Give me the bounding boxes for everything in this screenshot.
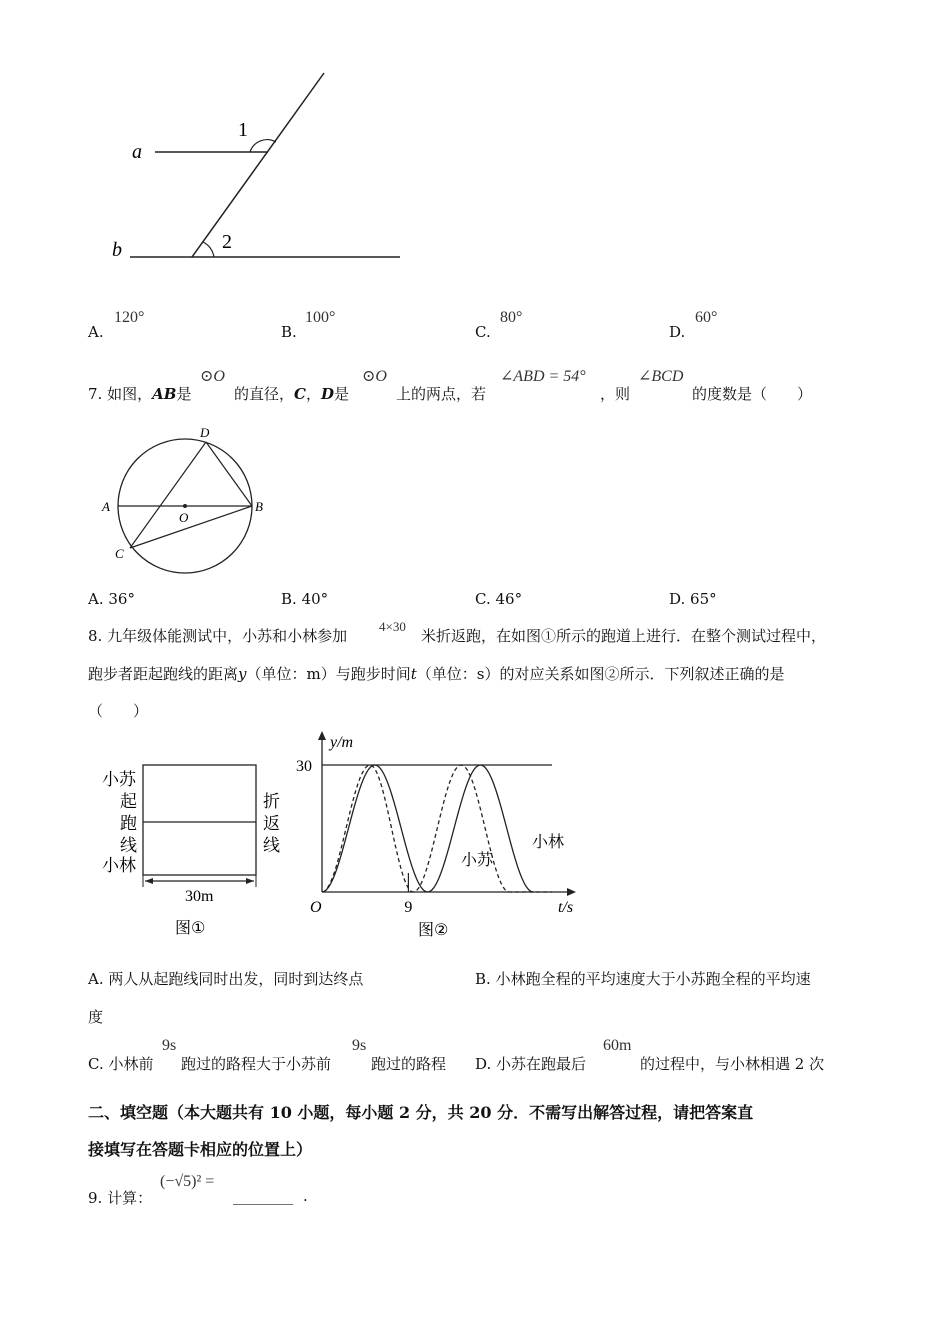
y-tick-label: 30 (296, 758, 312, 775)
q8-expr: 4×30 (379, 619, 406, 634)
q8-stem-line1-b: 米折返跑，在如图①所示的跑道上进行．在整个测试过程中， (421, 627, 827, 645)
transversal (192, 73, 324, 257)
q7-stem-2: 的直径，C，D是 (234, 385, 350, 403)
q8-d-text-2: 的过程中，与小林相遇 2 次 (640, 1055, 825, 1073)
point-c: C (115, 546, 124, 561)
q8-figure-1 (95, 755, 295, 945)
q7-stem-4: ，则 (600, 385, 631, 403)
track-rect (143, 765, 256, 875)
q8-c-text-2: 跑过的路程大于小苏前 (181, 1055, 332, 1073)
chart-axes (318, 731, 576, 896)
q9-answer-blank[interactable]: ________ (233, 1187, 293, 1205)
label-xiaolin: 小林 (102, 856, 136, 876)
q8-c-9s-1: 9s (162, 1037, 177, 1054)
point-d: D (200, 425, 210, 440)
q8-stem-line3: （ ） (88, 702, 149, 720)
q7-circle-o-1: ⊙O (200, 368, 225, 385)
point-a: A (102, 499, 110, 514)
q6-figure (100, 60, 420, 275)
q9-expr: (−√5)² = (160, 1173, 215, 1190)
point-o: O (179, 510, 189, 525)
q7-angle-abd: ∠ABD = 54° (500, 368, 586, 385)
q8-option-a: A. 两人从起跑线同时出发，同时到达终点 (88, 970, 364, 988)
x-tick-label: 9 (404, 899, 413, 916)
option-letter: B. (281, 323, 297, 341)
label-angle1: 1 (238, 119, 248, 141)
q9-stem: 9. 计算： (88, 1189, 153, 1207)
series-label-lin: 小林 (532, 832, 565, 851)
q7-option-b: B. 40° (281, 590, 329, 608)
q8-stem-line2: 跑步者距起跑线的距离y（单位：m）与跑步时间t（单位：s）的对应关系如图②所示．下列叙述正确的是 (88, 665, 785, 683)
q8-d-60m: 60m (603, 1037, 632, 1054)
q6-option-c (475, 309, 523, 341)
label-a: a (132, 141, 142, 163)
label-xiaosu: 小苏 (102, 770, 136, 790)
q7-stem-3: 上的两点，若 (396, 385, 487, 403)
series-label-su: 小苏 (461, 850, 494, 869)
q7-figure (95, 418, 275, 583)
q6-option-a (88, 309, 145, 341)
q8-option-b: B. 小林跑全程的平均速度大于小苏跑全程的平均速 (475, 970, 811, 988)
q8-figure-2 (290, 725, 590, 945)
svg-text:返: 返 (263, 814, 280, 834)
option-value: 60° (695, 309, 718, 326)
section2-line1: 二、填空题（本大题共有 10 小题，每小题 2 分，共 20 分．不需写出解答过程，请把答案直 (88, 1103, 754, 1122)
label-b: b (112, 239, 122, 261)
option-value: 80° (500, 309, 523, 326)
caption-fig1: 图① (175, 918, 206, 937)
segment-dc (130, 442, 206, 548)
option-letter: C. (475, 323, 491, 341)
q9-period: . (303, 1187, 308, 1205)
svg-text:线: 线 (120, 836, 137, 856)
q8-option-d: D. 小苏在跑最后 (475, 1055, 587, 1073)
option-letter: A. (88, 323, 104, 341)
label-angle2: 2 (222, 231, 232, 253)
option-letter: D. (669, 323, 686, 341)
segment-db (206, 442, 252, 506)
q8-option-b-cont: 度 (88, 1008, 104, 1026)
svg-text:线: 线 (263, 836, 280, 856)
q8-c-text-3: 跑过的路程 (371, 1055, 447, 1073)
q6-option-d (669, 309, 718, 341)
point-b: B (255, 499, 263, 514)
svg-text:折: 折 (263, 792, 280, 812)
q8-stem-line1: 8. 九年级体能测试中，小苏和小林参加 (88, 627, 348, 645)
q7-circle-o-2: ⊙O (362, 368, 387, 385)
x-axis-label: t/s (558, 899, 574, 916)
q7-angle-bcd: ∠BCD (638, 368, 684, 385)
series-line-xiaosu (322, 765, 552, 892)
q7-stem-5: 的度数是（ ） (692, 385, 813, 403)
section2-line2: 接填写在答题卡相应的位置上） (88, 1140, 313, 1159)
option-value: 100° (305, 309, 336, 326)
svg-text:跑: 跑 (120, 814, 137, 834)
center-dot (183, 504, 187, 508)
angle2-arc (203, 242, 214, 257)
origin-label: O (310, 899, 322, 916)
q7-stem: 7. 如图，AB是 (88, 385, 192, 403)
label-distance: 30m (185, 888, 214, 905)
q8-option-c: C. 小林前 (88, 1055, 154, 1073)
segment-cb (130, 506, 252, 548)
y-axis-label: y/m (330, 734, 354, 751)
q7-option-a: A. 36° (88, 590, 135, 608)
option-value: 120° (114, 309, 145, 326)
q8-c-9s-2: 9s (352, 1037, 367, 1054)
svg-text:起: 起 (120, 792, 137, 812)
q7-option-c: C. 46° (475, 590, 523, 608)
caption-fig2: 图② (418, 920, 449, 939)
series-line-xiaolin (322, 765, 533, 892)
q7-option-d: D. 65° (669, 590, 717, 608)
q6-option-b (281, 309, 336, 341)
